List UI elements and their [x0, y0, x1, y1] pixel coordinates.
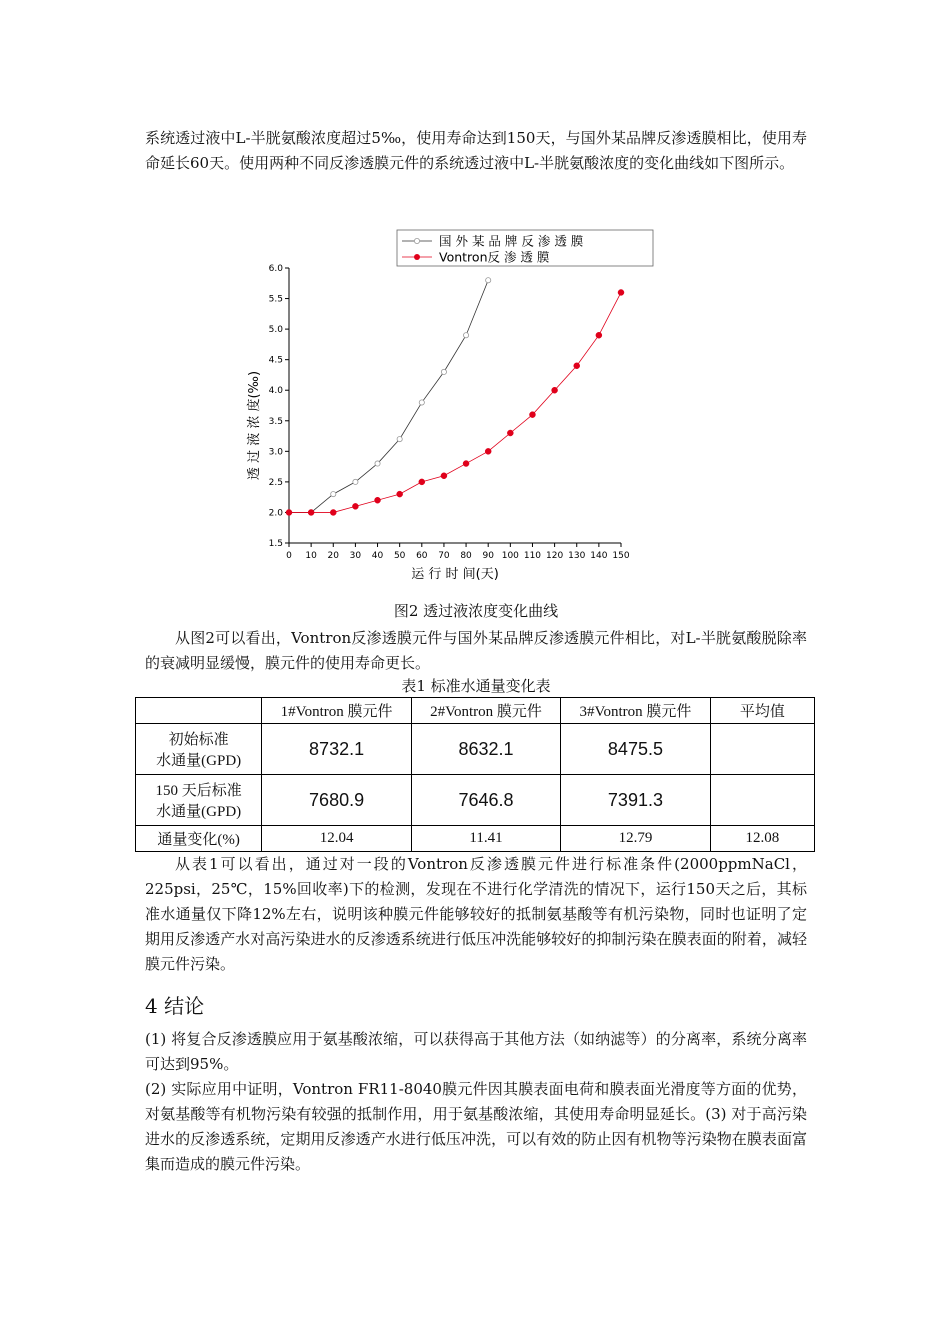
row-label	[136, 724, 262, 775]
x-tick-label: 150	[612, 551, 630, 561]
data-point	[419, 479, 425, 485]
y-tick-label: 2.0	[268, 508, 283, 519]
data-point	[286, 509, 292, 515]
table-cell: 8732.1	[262, 724, 411, 775]
data-point	[552, 387, 558, 393]
data-point	[397, 491, 403, 497]
data-point	[596, 332, 602, 338]
table-cell: 12.79	[561, 826, 710, 852]
row-label: 通量变化(%)	[136, 826, 262, 852]
figure-caption: 图2 透过液浓度变化曲线	[393, 602, 559, 620]
row-label-line: 150 天后标准	[155, 783, 242, 799]
table-cell: 7391.3	[561, 775, 710, 826]
table-header-cell	[136, 698, 262, 724]
x-tick-label: 140	[590, 551, 608, 561]
table-cell: 11.41	[411, 826, 560, 852]
data-point	[375, 497, 381, 503]
x-tick-label: 130	[568, 551, 586, 561]
data-point	[486, 278, 491, 283]
table-caption: 表1 标准水通量变化表	[401, 677, 551, 695]
x-tick-label: 80	[460, 551, 472, 561]
row-label-line: 水通量(GPD)	[156, 753, 242, 769]
x-tick-label: 30	[349, 551, 362, 561]
y-tick-label: 2.5	[268, 477, 283, 488]
data-point	[352, 503, 358, 509]
table-cell: 8475.5	[561, 724, 710, 775]
legend-marker	[414, 254, 420, 260]
x-tick-label: 0	[286, 551, 292, 561]
table-cell: 12.04	[262, 826, 411, 852]
y-tick-label: 3.5	[268, 416, 283, 427]
y-tick-label: 4.0	[268, 386, 283, 397]
data-point	[419, 400, 424, 405]
data-point	[308, 509, 314, 515]
series-line	[289, 292, 621, 512]
flux-table	[135, 697, 815, 852]
x-tick-label: 70	[438, 551, 450, 561]
table-header-cell: 2#Vontron 膜元件	[411, 698, 560, 724]
y-tick-label: 3.0	[268, 447, 283, 458]
legend-marker	[414, 238, 419, 243]
row-label	[136, 775, 262, 826]
table-cell: 8632.1	[411, 724, 560, 775]
x-tick-label: 100	[501, 551, 519, 561]
x-tick-label: 50	[393, 551, 406, 561]
chart-svg	[240, 222, 660, 592]
x-tick-label: 40	[371, 551, 384, 561]
concentration-chart	[240, 222, 660, 592]
table-row	[136, 826, 815, 852]
x-tick-label: 110	[523, 551, 542, 561]
table-header-row	[136, 698, 815, 724]
data-point	[375, 461, 380, 466]
table-header-cell: 3#Vontron 膜元件	[561, 698, 710, 724]
data-point	[397, 437, 402, 442]
series-line	[289, 280, 488, 512]
data-point	[441, 473, 447, 479]
legend-label: 国 外 某 品 牌 反 渗 透 膜	[439, 233, 584, 249]
x-axis-label: 运 行 时 间(天)	[411, 567, 499, 582]
data-point	[529, 412, 535, 418]
table-cell: 12.08	[710, 826, 814, 852]
y-axis-label: 透 过 液 浓 度(‰)	[247, 370, 262, 481]
data-point	[507, 430, 513, 436]
y-tick-label: 5.5	[268, 294, 283, 305]
data-point	[485, 448, 491, 454]
x-tick-label: 10	[305, 551, 317, 561]
x-tick-label: 120	[546, 551, 564, 561]
data-point	[574, 363, 580, 369]
paragraph-figure-analysis: 从图2可以看出，Vontron反渗透膜元件与国外某品牌反渗透膜元件相比，对L-半胱氨酸脱除率的衰减明显缓慢，膜元件的使用寿命更长。	[145, 629, 807, 672]
data-point	[463, 461, 469, 467]
table-cell: 7646.8	[411, 775, 560, 826]
conclusion-item-1: (1) 将复合反渗透膜应用于氨基酸浓缩，可以获得高于其他方法（如纳滤等）的分离率，系统分离率可达到95%。	[145, 1030, 807, 1073]
table-header-cell: 平均值	[710, 698, 814, 724]
data-point	[331, 492, 336, 497]
y-tick-label: 1.5	[268, 539, 283, 549]
data-point	[353, 479, 358, 484]
table-row	[136, 724, 815, 775]
conclusion-item-2: (2) 实际应用中证明，Vontron FR11-8040膜元件因其膜表面电荷和膜表面光滑度等方面的优势，对氨基酸等有机物污染有较强的抵制作用，用于氨基酸浓缩，其使用寿命明显延长。(3) 对于高污染进水的反渗透系统，定期用反渗透产水进行低压冲洗，可以有效的防止因有机物等污染物在膜表面富集而造成的膜元件污染。	[145, 1080, 807, 1173]
row-label-line: 初始标准	[168, 732, 229, 748]
table-row	[136, 775, 815, 826]
table-cell: 7680.9	[262, 775, 411, 826]
data-point	[330, 509, 336, 515]
table-cell	[710, 775, 814, 826]
table-header-cell: 1#Vontron 膜元件	[262, 698, 411, 724]
y-tick-label: 4.5	[268, 355, 283, 366]
section-heading: 4 结论	[145, 994, 205, 1018]
x-tick-label: 60	[416, 551, 428, 561]
data-point	[463, 333, 468, 338]
paragraph-intro: 系统透过液中L-半胱氨酸浓度超过5‰，使用寿命达到150天，与国外某品牌反渗透膜相比，使用寿命延长60天。使用两种不同反渗透膜元件的系统透过液中L-半胱氨酸浓度的变化曲线如下图所示。	[145, 129, 807, 172]
data-point	[618, 289, 624, 295]
table-cell	[710, 724, 814, 775]
row-label-line: 水通量(GPD)	[156, 804, 242, 820]
paragraph-table-analysis: 从表1可以看出，通过对一段的Vontron反渗透膜元件进行标准条件(2000ppmNaCl，225psi，25℃，15%回收率)下的检测，发现在不进行化学清洗的情况下，运行150天之后，其标准水通量仅下降12%左右，说明该种膜元件能够较好的抵制氨基酸等有机污染物，同时也证明了定期用反渗透产水对高污染进水的反渗透系统进行低压冲洗能够较好的抑制污染在膜表面的附着，减轻膜元件污染。	[145, 855, 807, 973]
y-tick-label: 5.0	[268, 325, 283, 336]
legend-label: Vontron反 渗 透 膜	[439, 249, 550, 265]
y-tick-label: 6.0	[268, 264, 283, 274]
x-tick-label: 20	[327, 551, 339, 561]
x-tick-label: 90	[482, 551, 494, 561]
data-point	[441, 369, 446, 374]
